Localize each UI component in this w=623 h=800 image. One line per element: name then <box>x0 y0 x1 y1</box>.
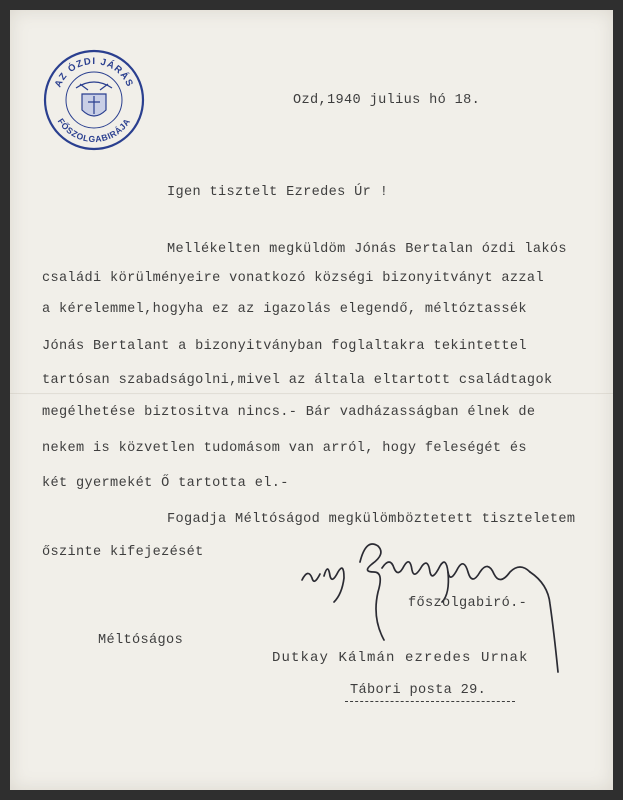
fold-crease <box>10 393 613 395</box>
closing-line: őszinte kifejezését <box>42 545 204 560</box>
seal-stamp <box>42 48 146 152</box>
recipient-address: Tábori posta 29. <box>350 683 487 698</box>
coat-of-arms-icon <box>76 82 112 116</box>
body-line: nekem is közvetlen tudomásom van arról, hogy feleségét és <box>42 441 527 456</box>
body-line: tartósan szabadságolni,mivel az általa eltartott családtagok <box>42 373 553 388</box>
date-line: Ozd,1940 julius hó 18. <box>293 93 481 108</box>
signatory-title: főszolgabiró.- <box>408 596 528 611</box>
body-line: családi körülményeire vonatkozó községi bizonyitványt azzal <box>42 271 544 286</box>
salutation: Igen tisztelt Ezredes Úr ! <box>167 185 389 200</box>
body-line: megélhetése biztositva nincs.- Bár vadházasságban élnek de <box>42 405 536 420</box>
recipient-name: Dutkay Kálmán ezredes Urnak <box>272 650 529 666</box>
body-line: Mellékelten megküldöm Jónás Bertalan ózdi lakós <box>167 242 567 257</box>
body-line: Jónás Bertalant a bizonyitványban foglaltakra tekintettel <box>42 339 527 354</box>
body-line: két gyermekét Ő tartotta el.- <box>42 476 289 491</box>
recipient-honorific: Méltóságos <box>98 633 184 648</box>
seal-bottom-text: FŐSZOLGABIRÁJA <box>55 116 133 145</box>
closing-line: Fogadja Méltóságod megkülömböztetett tiszteletem <box>167 512 576 527</box>
seal-top-text: AZ ÓZDI JÁRÁS <box>52 55 136 90</box>
body-line: a kérelemmel,hogyha ez az igazolás elegendő, méltóztassék <box>42 302 527 317</box>
address-underline <box>345 701 515 703</box>
